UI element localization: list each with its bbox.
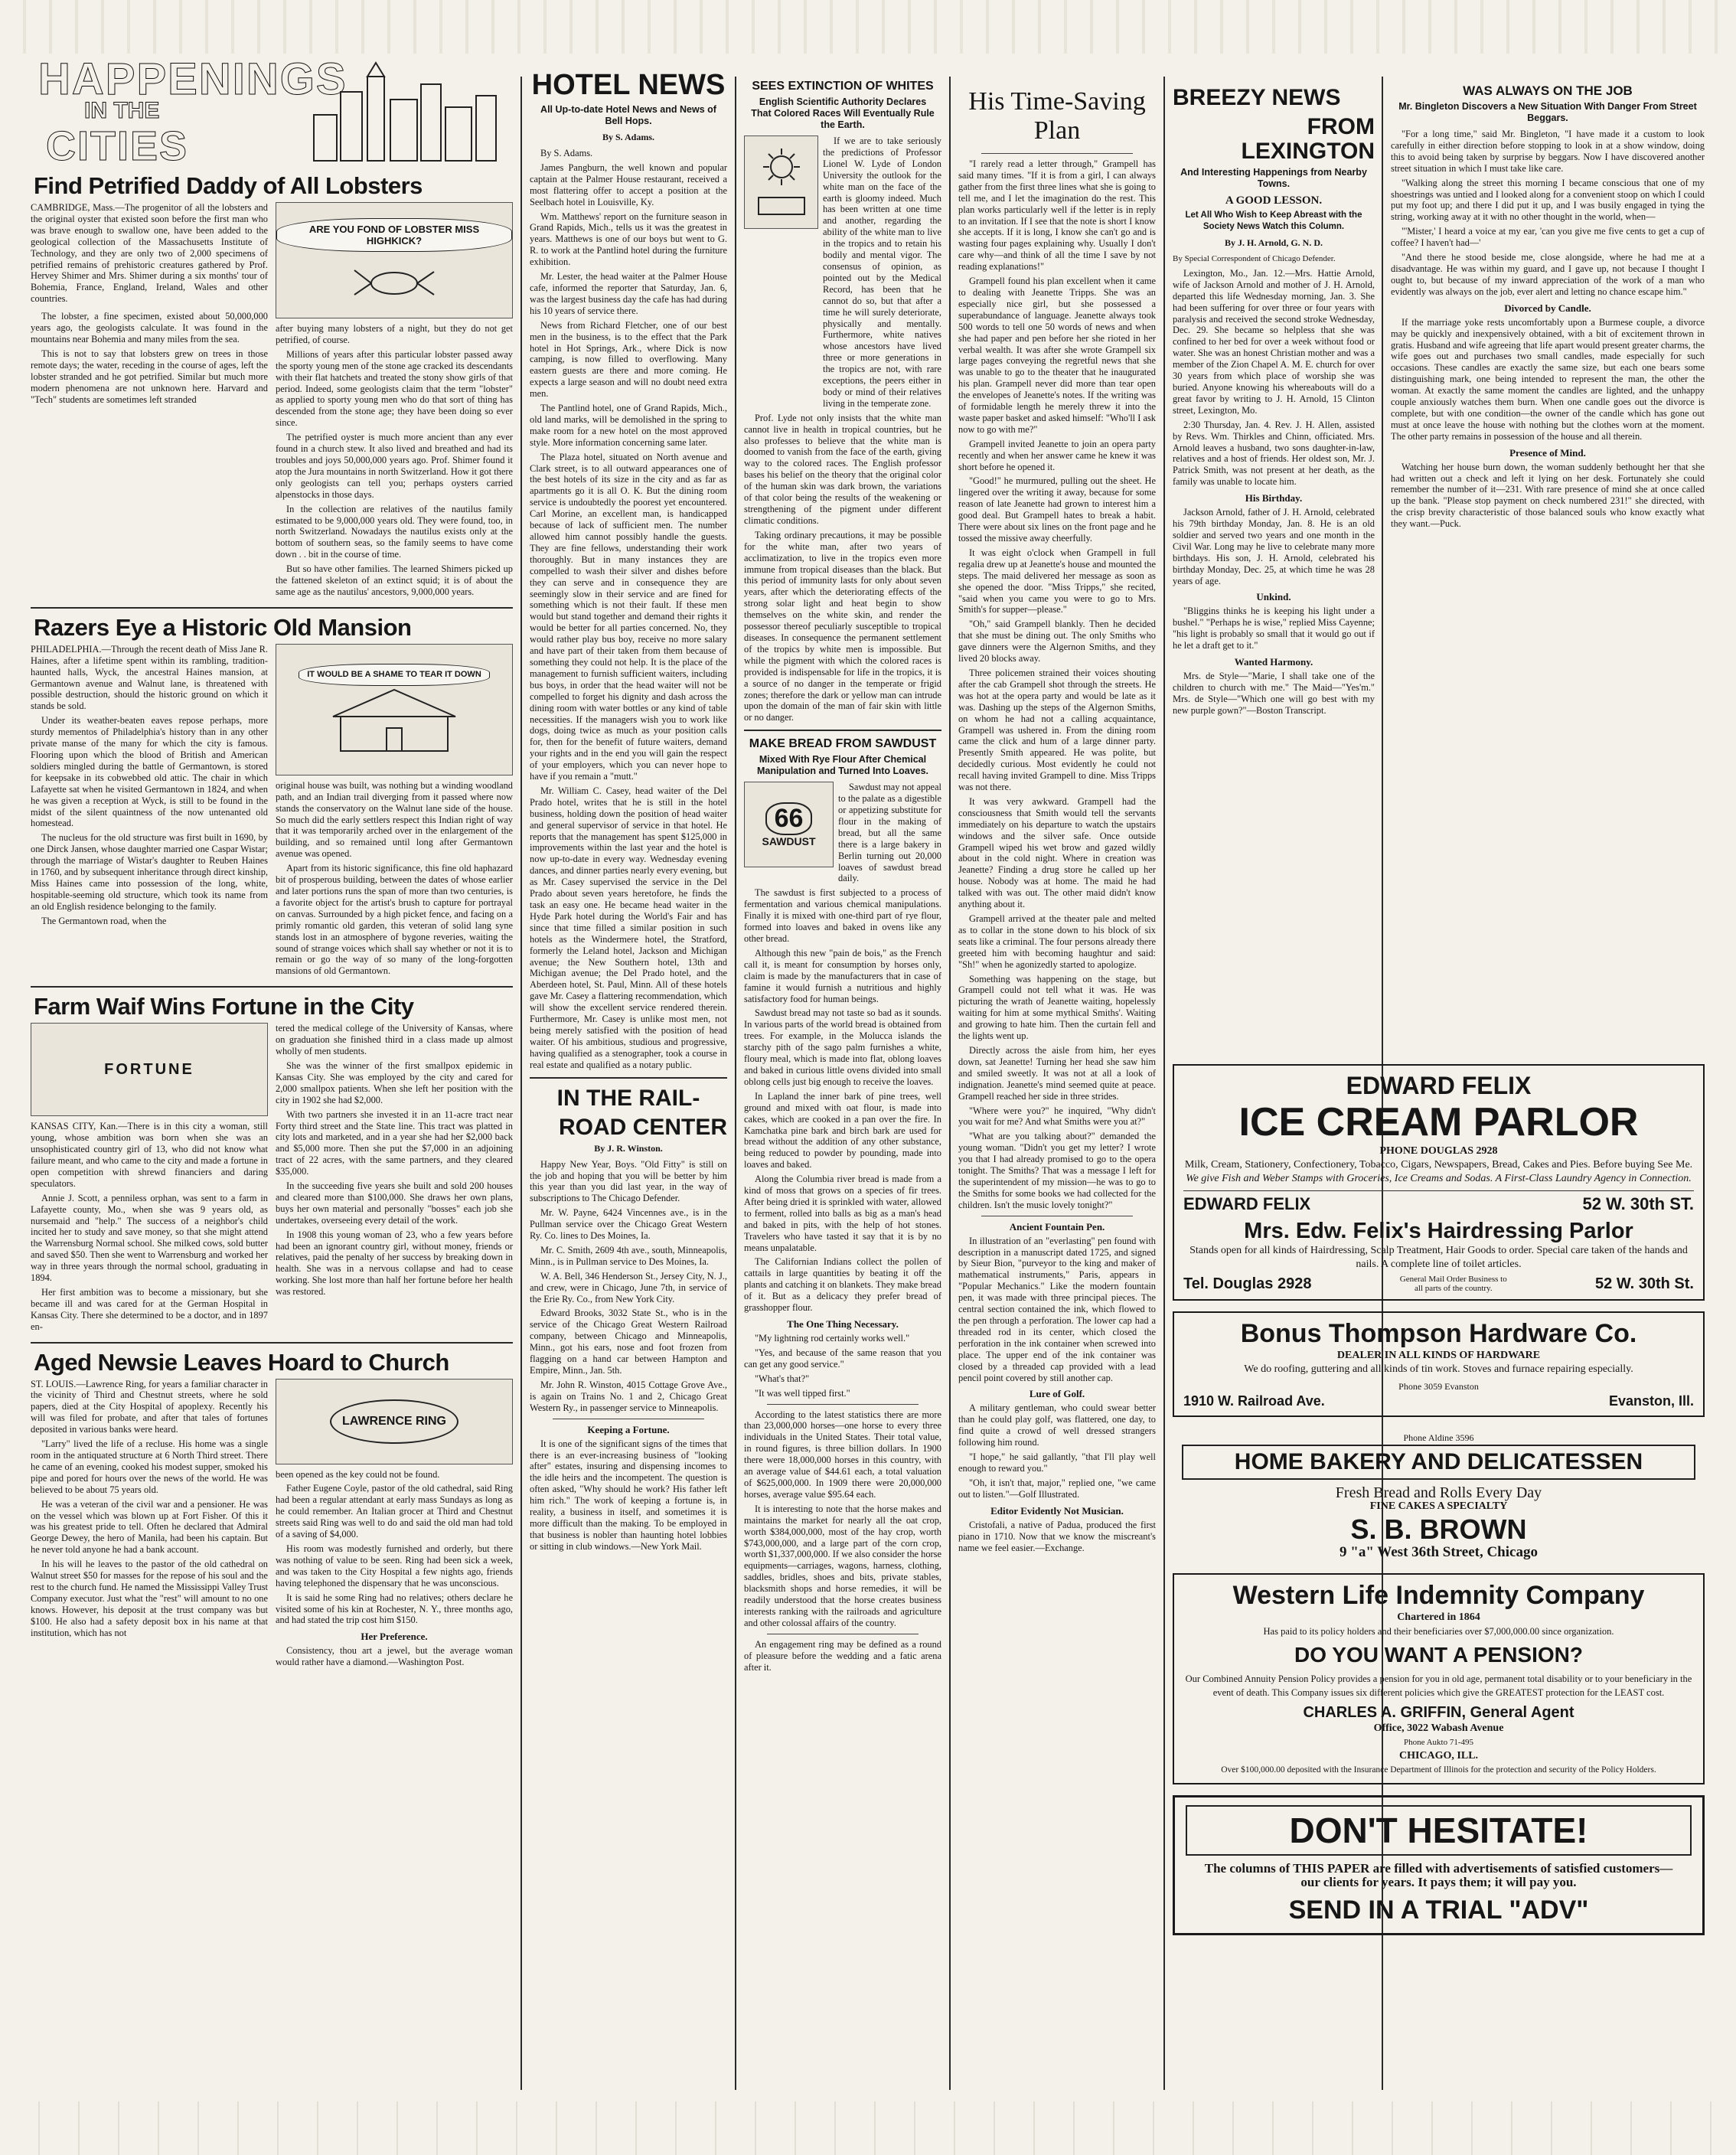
lobsters-p8: But so have other families. The learned Shimers picked up the fattened skeleton of an extinct squid; it is of about the same age as the nautilus' ancestors, 9,000,000 years. <box>276 563 513 597</box>
mansion-p4: The Germantown road, when the <box>41 915 167 926</box>
waif-p1: KANSAS CITY, Kan.—There is in this city a woman, still young, whose ambition was born when she was an unsophisticated country girl of 13, who did not know what failure meant, and who came to the city and made a fortune in open competition with shrewd financiers and daring speculators. <box>31 1121 268 1189</box>
article-newsie <box>31 1379 513 1672</box>
headline-mansion: Razers Eye a Historic Old Mansion <box>34 613 412 641</box>
waif-p2: Annie J. Scott, a penniless orphan, was sent to a farm in Lafayette county, Mo., when she was 9 years old, as nursemaid and "help." The success of a neighbor's child incited her to study and save money, so that she might attend the Warrensburg Normal school. She milked cows, sold butter and saved $50. Then she went to Warrensburg and worked her way in three years through the normal school, graduating in 1894. <box>31 1192 268 1284</box>
western-city: CHICAGO, ILL. <box>1398 1750 1479 1762</box>
mansion-p6: Apart from its historic significance, this fine old haphazard bit of prosperous building, between the dates of whose earlier and later portions runs the span of more than two centuries, is a favorite object for the artist's brush to capture for portrayal on canvas. Surrounded by a high picket fence, and facing on a primly romantic old garden, this veteran of solid lang syne stands lost in an atmosphere of bygone reveries, waiting the sound of strange voices which shall say whether or not it is to remain or go the way of so many of the long-forgotten mansions of old Germantown. <box>276 863 513 977</box>
column-science <box>744 54 941 2098</box>
bakery-name: S. B. BROWN <box>1350 1513 1527 1545</box>
house-icon <box>318 686 471 755</box>
sawdust-paras <box>744 887 941 1314</box>
hesitate-cta: SEND IN A TRIAL "ADV" <box>1288 1895 1589 1925</box>
mansion-speech-bubble: IT WOULD BE A SHAME TO TEAR IT DOWN <box>299 664 490 686</box>
headline-railroad-1: IN THE RAIL- <box>556 1085 700 1111</box>
felix-name-2: EDWARD FELIX <box>1183 1194 1311 1213</box>
breezy-subhead: And Interesting Happenings from Nearby Towns. <box>1180 167 1367 189</box>
hesitate-line: The columns of THIS PAPER are filled with advertisements of satisfied customers—our clients for years. It pays them; it will pay you. <box>1204 1861 1673 1889</box>
felix-line-3: Stands open for all kinds of Hairdressing, Scalp Treatment, Hair Goods to order. Special care taken of the hands and nails. A complete line of toilet articles. <box>1189 1245 1688 1270</box>
subhead-one-thing: The One Thing Necessary. <box>787 1318 899 1330</box>
hotel-para-6: The Pantlind hotel, one of Grand Rapids, Mich., old land marks, will be demolished in the spring to make room for a new hotel on the most approved style. More information concerning same later. <box>530 403 727 448</box>
hotel-para-2: James Pangburn, the well known and popular captain at the Palmer House restaurant, received a most flattering offer to accept a position at the Seelbach hotel in Louisville, Ky. <box>530 162 727 207</box>
hesitate-title: DON'T HESITATE! <box>1186 1805 1692 1856</box>
masthead-line3: CITIES <box>46 123 189 169</box>
lobsters-p6: The petrified oyster is much more ancient than any ever found in a church stew. It also lived and breathed and had its troubles and joys 50,000,000 years ago. Prof. Shimer found it atop the Jura mountains in north Switzerland. How it got there only geologists can tell you; perhaps oysters carried alpenstocks in those days. <box>276 432 513 500</box>
job-para-4: "And there he stood beside me, close alongside, where he had me at a disadvantage. He was within my guard, and I gave up, not because I thought I ought to, but because of my inward appreciation of the work of a man who evidently was always on the job, ever alert and letting no chance escape him." <box>1391 252 1705 297</box>
masthead-line2: IN THE <box>84 98 160 123</box>
divider <box>530 1077 727 1079</box>
newsie-p9: Consistency, thou art a jewel, but the average woman would rather have a diamond.—Washington Post. <box>276 1645 513 1668</box>
newsie-p6: Father Eugene Coyle, pastor of the old cathedral, said Ring had been a regular attendant at early mass Sundays as long as he could remember. An Italian grocer at Third and Chestnut streets said Ring was well to do and said the old man had told of a saving of $4,000. <box>276 1483 513 1540</box>
job-para-3: "'Mister,' I heard a voice at my ear, 'can you give me five cents to get a cup of coffee? I haven't had—' <box>1391 226 1705 249</box>
sack-number: 66 <box>765 802 813 835</box>
ad-bakery <box>1173 1428 1705 1562</box>
divider <box>981 153 1133 154</box>
horse-stats-2: It is interesting to note that the horse makes and maintains the market for nearly all the oat crop, worth $384,000,000, most of the hay crop, worth $743,000,000, and a large part of the corn crop, worth $1,337,000,000. If we also consider the horse equipments—carriages, wagons, harness, clothing, saddles, bridles, shoes and bits, private stables, blacksmith shops and horse remedies, it will be readily understood that the horse creates business interests ranking with the railroads and agriculture and other colossal affairs of the country. <box>744 1503 941 1628</box>
job-para-2: "Walking along the street this morning I became conscious that one of my shoestrings was untied and I looked along for a convenient stoop on which I could put my foot up; and there I did put it up, and I was busily engaged in tying the string, working away at it with no other thought in the world, when— <box>1391 177 1705 223</box>
sun-icon <box>751 144 812 220</box>
masthead-happenings <box>31 54 513 168</box>
column-rule <box>520 77 522 2090</box>
subhead-golf: Lure of Golf. <box>1029 1388 1085 1400</box>
column-rule <box>1163 77 1165 2090</box>
always-paras <box>1391 129 1705 298</box>
bakery-title: HOME BAKERY AND DELICATESSEN <box>1182 1445 1695 1480</box>
extinction-subhead: English Scientific Authority Declares That Colored Races Will Eventually Rule the Earth. <box>751 96 935 130</box>
torn-top-edge <box>0 0 1736 54</box>
fortune-cartoon <box>31 1023 268 1116</box>
always-subhead: Mr. Bingleton Discovers a New Situation With Danger From Street Beggars. <box>1398 101 1697 123</box>
sack-label: SAWDUST <box>762 834 816 847</box>
waif-p7: In the succeeding five years she built and sold 200 houses and cleared more than $100,000. She draws her own plans, buys her own material and personally "bosses" each job she undertakes, overseeing every detail of the work. <box>276 1180 513 1226</box>
mansion-p5: original house was built, was nothing but a winding woodland path, and an Indian trail diverging from it passed where now stands the conservatory on the Walnut lane side of the house. So much did the early settlers respect this Indian right of way that it was temporarily arched over in the enlargement of the building, and so remained until long after Germantown avenue was opened. <box>276 779 513 860</box>
newsie-p7: His room was modestly furnished and orderly, but there was nothing of value to be seen. Ring had been sick a week, and was taken to the City Hospital a few nights ago, friends having telephoned the dispensary that he was unconscious. <box>276 1543 513 1588</box>
bakery-address: 9 "a" West 36th Street, Chicago <box>1340 1544 1538 1560</box>
harmony-para: Mrs. de Style—"Marie, I shall take one of the children to church with me." The Maid—"Yes'm." Mrs. de Style—"Which one will go best with my new purple gown?"—Boston Transcript. <box>1173 671 1375 716</box>
rail-para-1: Happy New Year, Boys. "Old Fitty" is still on the job and hoping that you will be better by him this year than you did last year, in the way of subscriptions to The Chicago Defender. <box>530 1158 727 1204</box>
western-title: Western Life Indemnity Company <box>1232 1581 1645 1610</box>
rail-byline: By J. R. Winston. <box>594 1142 663 1154</box>
headline-lobsters: Find Petrified Daddy of All Lobsters <box>34 172 423 199</box>
bakery-phone: Phone Aldine 3596 <box>1403 1432 1474 1443</box>
hotel-byline: By S. Adams. <box>602 132 655 142</box>
sawdust-subhead: Mixed With Rye Flour After Chemical Manipulation and Turned Into Loaves. <box>756 754 929 777</box>
dialog-3: "What's that?" <box>755 1373 810 1384</box>
headline-breezy-2: FROM LEXINGTON <box>1241 114 1375 164</box>
sawdust-p1: Sawdust may not appeal to the palate as a digestible or appetizing substitute for flour in the making of bread, but all the same there is a large bakery in Berlin turning out 20,000 loaves of sawdust bread daily. <box>838 782 941 884</box>
felix-phone: PHONE DOUGLAS 2928 <box>1379 1145 1498 1157</box>
ad-bonus-thompson <box>1173 1311 1705 1417</box>
felix-address: 52 W. 30th ST. <box>1582 1194 1694 1213</box>
golf-para-2: "I hope," he said gallantly, "that I'll play well enough to reward you." <box>958 1451 1156 1474</box>
sawdust-para-6: Along the Columbia river bread is made from a kind of moss that grows on a species of fir trees. After being dried it is sprinkled with water, allowed to ferment, rolled into balls as big as a man's head and baked in pits, with the help of hot stones. Travelers who have tasted it say that it is by no means unpalatable. <box>744 1174 941 1253</box>
time-para-9: Grampell arrived at the theater pale and melted as to collar in the stone down to his block of six seats like a criminal. The four persons already there greeted him with becoming haughtur and said: "Sh!" when he agonizedly started to apologize. <box>958 913 1156 970</box>
felix-title: ICE CREAM PARLOR <box>1238 1100 1639 1144</box>
subhead-birthday: His Birthday. <box>1245 492 1303 504</box>
time-para-1: "I rarely read a letter through," Grampell has said many times. "If it is from a girl, I can always gather from the first three lines what she is going to tell me, and I let the imagination do the rest. This plan works particularly well if the letter is in reply to an invitation. If I see that the note is short I know she accepts. If it is long, I know she can't go and is wasting four pages explaining why. Usually I don't care why—and think of all the time I save by not reading explanations!" <box>958 158 1156 273</box>
rail-para-6: Mr. John R. Winston, 4015 Cottage Grove Ave., is again on Trains No. 1 and 2, Chicago Great Western Ry., in passenger service to Minneapolis. <box>530 1379 727 1413</box>
time-para-2: Grampell found his plan excellent when it came to dealing with Jeanette Tripps. She was an especially nice girl, but she possessed a superabundance of language. Jeanette always took 500 words to tell one 50 words of news and when she had paper and pen before her she rioted in her verbal wealth. It was after she wrote Grampell six large pages conveying the regretful news that she was unable to go to the theater that he inaugurated his plan. Grampell never did more than tear open the envelopes of Jeanette's notes. If the writing was of formidable length he merely threw it into the waste paper basket and asked himself: "Who'll I ask now to go with me?" <box>958 276 1156 435</box>
rail-para-4: W. A. Bell, 346 Henderson St., Jersey City, N. J., and crew, were in Chicago, June 7th, in service of the Erie Ry. Co., from New York City. <box>530 1270 727 1304</box>
column-time-saving <box>958 54 1156 2098</box>
extinction-p3: Taking ordinary precautions, it may be possible for the white man, after two years of acclimatization, to live in the tropics even more immune from tropical diseases than the black. But this period of immunity lasts for only about seven years, after which the deteriorating effects of the strong solar light and heat begin to show themselves on the white skin, and render the possessor thereof peculiarly susceptible to tropical diseases. In consequence the permanent settlement of the tropics by white men is impossible. But while the pigment with which the colored races is provided is indispensable for life in the tropics, it is a source of no danger in the temperate or frigid zones; therefore the dark or yellow man can intrude upon the domain of the man of fair skin with little or no danger. <box>744 529 941 723</box>
felix-hair-title: Mrs. Edw. Felix's Hairdressing Parlor <box>1244 1219 1633 1243</box>
hotel-subhead: All Up-to-date Hotel News and News of Bell Hops. <box>540 104 716 126</box>
extinction-p2: Prof. Lyde not only insists that the white man cannot live in health in tropical countries, but he also professes to believe that the white man is doomed to vanish from the face of the earth, giving way to the colored races. The English professor bases his belief on the theory that the original color of the human skin was dark brown, the variations of that color being the results of the weakening or strengthening of the pigment under different climatic conditions. <box>744 412 941 526</box>
torn-bottom-edge <box>0 2101 1736 2155</box>
sawdust-para-7: The Californian Indians collect the pollen of cattails in large quantities by beating it off the plants and catching it on blankets. They make bread of it. But as a delicacy they prefer bread of grasshopper flour. <box>744 1256 941 1314</box>
hotel-paras <box>530 148 727 1071</box>
lexington-byline: By J. H. Arnold, G. N. D. <box>1224 237 1323 248</box>
column-hotel-news <box>530 54 727 2098</box>
western-line-2: Our Combined Annuity Pension Policy provides a pension for you in old age, permanent total disability or to your beneficiary in the event of death. This Company issues six different policies which give the GREATEST protection for the LEAST cost. <box>1185 1673 1692 1698</box>
hotel-para-5: News from Richard Fletcher, one of our best men in the business, is to the effect that the Park hotel in Hot Springs, Ark., where Dick is now camping, is now filled to overflowing. Many eastern guests are there and more coming. He expects a large season and will no doubt need extra men. <box>530 319 727 400</box>
mansion-p1: PHILADELPHIA.—Through the recent death of Miss Jane R. Haines, after a lifetime spent within its rambling, tradition-haunted halls, Wyck, the ancestral Haines mansion, at Germantown avenue and Walnut lane, is threatened with possible destruction, should the historic ground on which it stands be sold. <box>31 643 268 712</box>
waif-p8: In 1908 this young woman of 23, who a few years before had been an ignorant country girl, without money, friends or relatives, paid the penalty of her success by breaking down in health. She was in a nervous collapse and had to cease working. She lost more than half her fortune before her health was restored. <box>276 1229 513 1298</box>
time-para-5: It was eight o'clock when Grampell in full regalia drew up at Jeanette's house and mounted the steps. The maid delivered her message as soon as she opened the door. "Miss Tripps," she recited, "said when you came you were to go to Mrs. Smith's for supper—please." <box>958 547 1156 615</box>
waif-p5: She was the winner of the first smallpox epidemic in Kansas City. She was employed by the city and cared for 2,000 smallpox patients. When she left her position with the city in 1902 she had $2,000. <box>276 1060 513 1105</box>
waif-p4: tered the medical college of the University of Kansas, where on graduation she finished third in a class made up almost wholly of men students. <box>276 1023 513 1057</box>
bonus-title: Bonus Thompson Hardware Co. <box>1240 1319 1637 1348</box>
subhead-harmony: Wanted Harmony. <box>1234 656 1313 668</box>
editor-para: Cristofali, a native of Padua, produced the first piano in 1710. Now that we know the miscreant's name we feel easier.—Exchange. <box>958 1519 1156 1553</box>
divider <box>31 607 513 609</box>
sawdust-para-3: Although this new "pain de bois," as the French call it, is meant for consumption by horses only, claim is made by the manufacturers that in case of famine it would furnish a nutritious and highly satisfactory food for human beings. <box>744 947 941 1004</box>
divider <box>744 730 941 731</box>
birthday-para: Jackson Arnold, father of J. H. Arnold, celebrated his 79th birthday Monday, Jan. 8. He is an old soldier and served two years and one month in the Civil War. Long may he live to celebrate many more birthdays. His son, J. H. Arnold, celebrated his birthday Monday, Dec. 25, at which time he was 28 years of age. <box>1173 507 1375 586</box>
headline-extinction: SEES EXTINCTION OF WHITES <box>752 80 934 93</box>
newspaper-page <box>31 54 1707 2098</box>
ring-cartoon <box>276 1379 513 1464</box>
fortune-label: FORTUNE <box>104 1060 194 1078</box>
mind-para: Watching her house burn down, the woman suddenly bethought her that she had written out a check and left it lying on her desk. Fortunately she could remember the number of it—231. With rare presence of mind she at once called up the bank. "Please stop payment on check numbered 231!" she directed, with the crisp brevity characteristic of those balanced souls who know exactly what they want.—Puck. <box>1391 461 1705 530</box>
bonus-line: We do roofing, guttering and all kinds of tin work. Stoves and furnace repairing especially. <box>1244 1363 1633 1375</box>
divider <box>31 1342 513 1344</box>
felix-name: EDWARD FELIX <box>1346 1072 1532 1099</box>
ads-area <box>1173 1064 1705 1935</box>
lexington-p1: Lexington, Mo., Jan. 12.—Mrs. Hattie Arnold, wife of Jackson Arnold and mother of J. H. Arnold, departed this life Wednesday morning, Jan. 3. She had been suffering for over three or four years with paralysis and received the second stroke Wednesday, Dec. 29. She became so helpless that she was confined to her bed for over a week without food or water. She was an honest Christian mother and was a member of the Zion Chapel A. M. E. church for over 30 years from which place of worship she was buried. Anyone knowing his whereabouts will do a great favor by writing to J. H. Arnold, 15 Clinton street, Lexington, Mo. <box>1173 267 1375 416</box>
rail-para-2: Mr. W. Payne, 6424 Vincennes ave., is in the Pullman service over the Chicago Great Western Ry. Co. lines to Des Moines, Ia. <box>530 1207 727 1242</box>
ad-western-life <box>1173 1573 1705 1784</box>
western-agent: CHARLES A. GRIFFIN, General Agent <box>1303 1704 1574 1721</box>
felix-small: General Mail Order Business to all parts of the country. <box>1399 1275 1507 1293</box>
time-para-11: Directly across the aisle from him, her eyes down, sat Jeanette! Turning her head she saw him and smiled sweetly. It was not at all a look of indignation. Jeanette's mind seemed quite at peace. Grampell reached her side in three strides. <box>958 1044 1156 1102</box>
time-para-7: Three policemen strained their voices shouting after the cab Grampell shot through the streets. He was hot at the opera party and would be late as it was. Dashing up the steps of the Algernon Smiths, on whom he had not a calling acquaintance, Grampell was ushered in. From the dining room came the click and hum of a large dinner party. Presently Smith appeared. He was polite, but decidedly curious. Most evidently he could not recall having invited Grampell to dine. Miss Tripps was not there. <box>958 667 1156 793</box>
lobsters-p5: Millions of years after this particular lobster passed away the sporty young men of the stone age cracked its descendants with their flat hatchets and treated the stony show girls of that period. Indeed, some geologists claim that the term "lobster" as applied to sporty young men who do that sort of thing has descended from the stone age; they have been doing so ever since. <box>276 348 513 429</box>
dialog-1: "My lightning rod certainly works well." <box>755 1333 910 1344</box>
column-rule <box>735 77 736 2090</box>
lobsters-p1: CAMBRIDGE, Mass.—The progenitor of all the lobsters and the original oyster that existed soon before the first man who was brave enough to swallow one, have been added to the geological collection of the Massachusetts Institute of Technology, and they are only two of 2,000 specimens of petrified remains of prehistoric creatures gathered by Prof. Hervey Shimer and Mrs. Shimer during a six months' tour of Bohemia, France, England, Ireland, Wales and other countries. <box>31 202 268 305</box>
headline-hotel-news: HOTEL NEWS <box>531 69 726 101</box>
golf-para-3: "Oh, it isn't that, major," replied one, "we came out to listen."—Golf Illustrated. <box>958 1477 1156 1500</box>
western-line-1: Has paid to its policy holders and their beneficiaries over $7,000,000.00 since organization. <box>1263 1626 1614 1637</box>
headline-farm-waif: Farm Waif Wins Fortune in the City <box>34 993 414 1020</box>
subhead-unkind: Unkind. <box>1256 591 1291 603</box>
time-para-4: "Good!" he murmured, pulling out the sheet. He lingered over the writing it away, because for some reason of late Jeanette had grown to interest him a good deal. But Grampell hates to break a habit. There were about six lines on the front page and he tossed the missive away cheerfully. <box>958 475 1156 544</box>
headline-time-saving-2: Plan <box>1033 116 1081 145</box>
waif-p3: Her first ambition was to become a missionary, but she became ill and was cared for at the German Hospital in Kansas City. There she determined to be a doctor, and in 1897 en- <box>31 1286 268 1332</box>
ring-label: LAWRENCE RING <box>330 1399 458 1444</box>
divider <box>31 986 513 988</box>
hotel-para-1: By S. Adams. <box>540 148 593 158</box>
sawdust-para-5: In Lapland the inner bark of pine trees, well ground and mixed with oat flour, is made into cakes, which are cooked in a pan over the fire. In Kamchatka pine bark and birch bark are used for bread without the addition of any other substance, being reduced to powder by pounding, made into loaves and baked. <box>744 1090 941 1171</box>
sawdust-para-2: The sawdust is first subjected to a process of fermentation and various chemical manipulations. Finally it is mixed with one-third part of rye flour, formed into loaves and baked in ovens like any other bread. <box>744 887 941 944</box>
extinction-p1: If we are to take seriously the predictions of Professor Lionel W. Lyde of London University the outlook for the white man on the face of the earth is gloomy indeed. Much has been written at one time and another, regarding the ability of the white man to live in the tropics and to retain his bodily and mental vigor. The consensus of opinion, as pointed out by the Medical Record, has been that he cannot do so, but that after a time he will surely deteriorate, physically and mentally. Furthermore, white natives whose ancestors have lived three or more generations in the tropics are not, with rare exceptions, the peers either in body or mind of their relatives living in the temperate zone. <box>823 136 941 409</box>
bonus-phone: Phone 3059 Evanston <box>1398 1381 1479 1392</box>
felix-address-2: 52 W. 30th St. <box>1595 1275 1694 1292</box>
headline-newsie: Aged Newsie Leaves Hoard to Church <box>34 1348 449 1376</box>
article-mansion <box>31 644 513 980</box>
subhead-fortune: Keeping a Fortune. <box>587 1423 670 1435</box>
job-para-1: "For a long time," said Mr. Bingleton, "I have made it a custom to look carefully in either direction before stopping to look in at a show window, doing this to avoid being taken by surprise by beggars. Now I have discovered another street situation in which I must take like care. <box>1391 129 1705 174</box>
time-saving-paras <box>958 158 1156 1211</box>
rail-paras <box>530 1159 727 1414</box>
column-lexington <box>1173 54 1375 1056</box>
subhead-preference: Her Preference. <box>361 1631 428 1643</box>
hotel-para-8: Mr. William C. Casey, head waiter of the Del Prado hotel, writes that he is still in the hotel business, holding down the position of head waiter and general supervisor of service in that hotel. He reports that the management has spent $125,000 in improvements within the last year and the hotel is now up-to-date in every way. Wednesday evening dances, and dinner parties nearly every evening, but as Mr. Casey supervised the service in the Del Prado about seven years heretofore, he finds the task an easy one. He became head waiter in the Hyde Park hotel during the World's Fair and has since that time filled a similar position in such hotels as the Windermere hotel, the Stratford, formerly the Leland hotel, Jackson and Michigan avenue; the New Southern hotel, 13th and Michigan avenue; the Del Prado hotel, and the Aberdeen hotel, St. Paul, Minn. All of these hotels gave Mr. Casey a flattering recommendation, which will show the excellent service rendered therein. Furthermore, Mr. Casey is unlike most men, not being merely satisfied with the position of head waiter. Of his ambitious, studious and progressive, having qualified as a stenographer, took a course in real estate and qualified as a notary public. <box>530 785 727 1070</box>
time-para-13: "What are you talking about?" demanded the young woman. "Didn't you get my letter? I wrote you that I had already promised to go to the opera tonight. The Smiths? That was a message I left for the superintendent of my mission—he was to go to the Smiths for some books we had collected for the children. Isn't the music lovely tonight?" <box>958 1131 1156 1210</box>
lexington-byline-2: By Special Correspondent of Chicago Defender. <box>1173 254 1336 263</box>
column-always-on-job <box>1391 54 1705 1056</box>
felix-line-1: Milk, Cream, Stationery, Confectionery, Tobacco, Cigars, Newspapers, Bread, Cakes and Pies. Before buying See Me. <box>1184 1159 1693 1171</box>
hotel-para-3: Wm. Matthews' report on the furniture season in Grand Rapids, Mich., tells us it was the greatest in years. Matthews is one of our boys but went to G. R. to work at the Pantlind hotel during the furniture exhibition. <box>530 211 727 268</box>
city-skyline-illustration <box>306 61 505 165</box>
western-line-3: Over $100,000.00 deposited with the Insurance Department of Illinois for the protection and security of the Policy Holders. <box>1221 1765 1656 1775</box>
lobsters-p2: The lobster, a fine specimen, existed about 50,000,000 years ago, the geologists calculate. It was found in the mountains near Bohemia and many miles from the sea. <box>31 311 268 344</box>
candle-para: If the marriage yoke rests uncomfortably upon a Burmese couple, a divorce may be quickly and inexpensively obtained, with a bit of excitement thrown in gratis. Husband and wife agreeing that life apart would present greater charms, the wife goes out and purchases two small candles, made especially for such occasions. These candles are exactly the same size, but each one bears some distinguishing mark, one being intended to represent the man, the other the woman. At exactly the same moment the candles are lighted, and the unhappy couple anxiously watches them burn. When one candle goes out the divorce is complete, but with one condition—the owner of the candle which has gone out must at once leave the house with nothing but the clothes worn at the moment. The other party remains in possession of the house and all therein. <box>1391 316 1705 442</box>
dialog-2: "Yes, and because of the same reason that you can get any good service." <box>744 1347 941 1370</box>
lobsters-p3: This is not to say that lobsters grew on trees in those remote days; the water, receding in the course of ages, left the lobster stranded and he got petrified. Similar but much more modern phenomena are not unknown here. Harvard and "Tech" students are sometimes left stranded <box>31 348 268 405</box>
time-para-6: "Oh," said Grampell blankly. Then he decided that she must be dining out. The only Smiths who gave dinners were the Algernon Smiths, and they lived 20 blocks away. <box>958 619 1156 664</box>
subhead-mind: Presence of Mind. <box>1509 446 1586 459</box>
sawdust-sack-illustration <box>744 782 834 867</box>
subhead-editor: Editor Evidently Not Musician. <box>990 1504 1124 1517</box>
mansion-p3: The nucleus for the old structure was first built in 1690, by one Dirck Jansen, whose daughter married one Caspar Wistar; through the marriage of Wistar's daughter to Reuben Haines in 1760, and by subsequent inheritance through direct kinship, Miss Haines came into possession of the long, white, hospitable-seeming old structure, which took its name from an old English residence belonging to the family. <box>31 832 268 912</box>
felix-line-2: We give Fish and Weber Stamps with Groceries, Ice Creams and Sodas. A First-Class Laundry Agency in Connection. <box>1186 1173 1692 1184</box>
column-happenings <box>31 54 513 2098</box>
headline-railroad-2: ROAD CENTER <box>558 1114 727 1140</box>
time-para-3: Grampell invited Jeanette to join an opera party recently and when her answer came he knew it was short before he opened it. <box>958 438 1156 472</box>
waif-p6: With two partners she invested it in an 11-acre tract near Forty third street and the State line. This tract was platted in city lots and marketed, and in a year she had her $2,000 back and $5,000 more. Then she put the $7,000 in an adjoining tract of 22 acres, with the same partners, and they cleared $35,000. <box>276 1109 513 1177</box>
ad-dont-hesitate <box>1173 1795 1705 1935</box>
bonus-city: Evanston, Ill. <box>1608 1393 1694 1409</box>
sun-globe-illustration <box>744 136 818 229</box>
hotel-para-7: The Plaza hotel, situated on North avenue and Clark street, is to all outward appearances one of the best hotels of its size in the city and as far as apartments go it is all O. K. But the dining room service is undoubtedly the poorest yet encountered. Carl Morine, an excellent man, is handicapped because of lack of sufficient men. The number allowed him cannot possibly handle the guests. They are fine fellows, understanding their work thoroughly. But in many instances they are compelled to wash their silver and dishes before they can serve and in consequence they are seemingly slow in their service and are fined for something which is not their fault. If these men would but stand together and demand their rights it would be better for all parties concerned. No, they would rather play bus boy, receive no more salary and have part of their taken from them because of something they could not help. It is the place of the management to furnish sufficient waiters, including bus boys, in order that the head waiter will not be compelled to forget his dignity and dash across the dining room with water bottles or any kind of table necessities. If the managers wish you to work like dogs, doing twice as much as your position calls for, then for the benefit of future waiters, demand your rights and in the end you will gain the respect of your employers, which you can never hope to have if you remain a "mutt." <box>530 451 727 782</box>
felix-tel: Tel. Douglas 2928 <box>1183 1275 1312 1292</box>
rail-para-5: Edward Brooks, 3032 State St., who is in the service of the Chicago Great Western Railroad company, between Chicago and Minneapolis, Minn., got his ears, nose and foot frozen from flagging on a hand car between Hampton and Empire, Minn., Jan. 5th. <box>530 1308 727 1376</box>
unkind-para: "Bliggins thinks he is keeping his light under a bushel." "Perhaps he is wise," replied Miss Cayenne; "his light is probably so small that it would go out if he let a draft get to it." <box>1173 606 1375 651</box>
hotel-para-4: Mr. Lester, the head waiter at the Palmer House cafe, informed the reporter that Saturday, Jan. 6, was the largest business day the cafe has had during his 10 years of service there. <box>530 271 727 316</box>
golf-para-1: A military gentleman, who could swear better than he could play golf, was flattered, one day, to find quite a crowd of well dressed strangers following him round. <box>958 1402 1156 1448</box>
engagement-ring: An engagement ring may be defined as a round of pleasure before the wedding and a fatic arena after it. <box>744 1638 941 1673</box>
newsie-p2: "Larry" lived the life of a recluse. His home was a single room in the antiquated structure at 6 North Third street. There he came of an evening, cooked his modest supper, smoked his pipe and pored for hours over the news of the world. He was believed to be about 75 years old. <box>31 1438 268 1495</box>
newsie-p3: He was a veteran of the civil war and a pensioner. He was on the vessel which was blown up at Fort Fisher. Of this it was his greatest pride to tell. Often he declared that Admiral George Dewey, the hero of Manila, had been his captain. But he never told anyone he had a bank account. <box>31 1498 268 1556</box>
newsie-p5: been opened as the key could not be found. <box>276 1468 440 1480</box>
ad-felix <box>1173 1064 1705 1301</box>
column-rule <box>949 77 951 2090</box>
headline-always-on-job: WAS ALWAYS ON THE JOB <box>1463 83 1633 98</box>
dialog-4: "It was well tipped first." <box>755 1387 850 1399</box>
lobster-cartoon <box>276 202 513 318</box>
time-para-10: Something was happening on the stage, but Grampell could not tell what it was. He was picturing the wrath of Jeanette waiting, hopelessly waiting for him at some mythical Smiths'. Waiting and growing to hate him. Then the curtain fell and the lights went up. <box>958 973 1156 1042</box>
mansion-p2: Under its weather-beaten eaves repose perhaps, more sturdy mementos of Philadelphia's history than in any other private manse of the many for which the city is famous. Flooring upon which the blood of British and American soldiers mingled during the battle of Germantown, is stored for keepsake in its cobwebbed old attic. The chair in which Lafayette sat when he visited Germantown in 1824, and when he was given a reception at Wyck, is still to be found in the midst of the silent quaintness of the now untenanted old homestead. <box>31 715 268 829</box>
masthead-line1: HAPPENINGS <box>38 54 348 104</box>
newsie-p8: It is said he some Ring had no relatives; others declare he visited some of his kin at Rochester, N. Y., three months ago, and had stated the trip cost him $150. <box>276 1592 513 1626</box>
bonus-address: 1910 W. Railroad Ave. <box>1183 1393 1325 1409</box>
lobsters-p4: after buying many lobsters of a night, but they do not get petrified, of course. <box>276 323 513 345</box>
newsie-p4: In his will he leaves to the pastor of the old cathedral on Walnut street $50 for masses for the repose of his soul and the rest to the church fund. He named the Mississippi Valley Trust Company executor. Just what the "rest" will amount to no one knows. However, his deposit at the trust company was but $100. He also had a safety deposit box in his name at that institution, which has not <box>31 1559 268 1638</box>
headline-time-saving-1: His Time-Saving <box>968 87 1146 116</box>
lexington-p2: 2:30 Thursday, Jan. 4. Rev. J. H. Allen, assisted by Revs. Wm. Thirkles and Chinn, officiated. Mrs. Arnold leaves a husband, two sons daughter-in-law, relatives and a host of friends. Her oldest son, Mr. J. Patrick Smith, was not present at her death, as the family was unable to locate him. <box>1173 419 1375 488</box>
western-question: DO YOU WANT A PENSION? <box>1294 1643 1583 1667</box>
bonus-sub: DEALER IN ALL KINDS OF HARDWARE <box>1336 1350 1541 1361</box>
headline-good-lesson: A GOOD LESSON. <box>1225 194 1323 207</box>
rail-para-3: Mr. C. Smith, 2609 4th ave., south, Minneapolis, Minn., is in Pullman service to Des Moines, Ia. <box>530 1244 727 1267</box>
article-lobsters <box>31 202 513 601</box>
newsie-p1: ST. LOUIS.—Lawrence Ring, for years a familiar character in the vicinity of Third and Chestnut streets, where he sold papers, died at the City Hospital of apoplexy. Recently his will was filed for probate, and after that tales of fortunes deposited in various banks were heard. <box>31 1378 268 1435</box>
subhead-candle: Divorced by Candle. <box>1504 302 1591 314</box>
lesson-subhead: Let All Who Wish to Keep Abreast with the Society News Watch this Column. <box>1185 211 1362 231</box>
headline-breezy-1: BREEZY NEWS <box>1173 85 1341 110</box>
time-para-8: It was very awkward. Grampell had the consciousness that Smith would tell the servants immediately on his departure to watch the upstairs windows and the silver safe. Once outside Grampell wiped his wet brow and gazed wildly about in the cold night. Where in creation was Jeanette? Finding a drug store he called up her house. Nobody was at home. The maid he had talked with was out. The other maid didn't know anything about it. <box>958 795 1156 910</box>
mansion-cartoon <box>276 644 513 775</box>
western-sub: Chartered in 1864 <box>1397 1611 1480 1623</box>
headline-sawdust: MAKE BREAD FROM SAWDUST <box>749 737 937 751</box>
fountain-para: In illustration of an "everlasting" pen found with description in a manuscript dated 1725, and signed by Sieur Bion, "purveyor to the king and maker of mathematical instruments," Paris, appears in "Popular Mechanics." Like the modern fountain pen, it was made with three principal pieces. The central section contained the ink, which flowed to the pen through a perforation. The lower cap had a threaded rod in its center, which closed the perforation in the ink container when screwed into place. The upper end of the ink container was closed by a threaded cap provided with a lead pencil point covered by still another cap. <box>958 1235 1156 1383</box>
bakery-line-2: FINE CAKES A SPECIALTY <box>1369 1500 1508 1512</box>
western-phone: Phone Aukto 71-495 <box>1403 1738 1474 1747</box>
lobsters-p7: In the collection are relatives of the nautilus family estimated to be 9,000,000 years old. They were found, too, in north Switzerland. Nowadays the nautilus exists only at the bottom of southern seas, so the family seems to have come down . . bit in the course of time. <box>276 503 513 560</box>
fortune-para: It is one of the significant signs of the times that there is an ever-increasing business of "looking after" estates, insuring and dispensing incomes to the idle heirs and the incompetent. The question is often asked, "Why should he work? His father left him rich." The work of keeping a fortune is, in reality, a business in itself, and sometimes it is more difficult than the making. To be employed in that business is nobler than haunting hotel lobbies or sitting in club windows.—New York Mail. <box>530 1438 727 1552</box>
lobster-speech-bubble: ARE YOU FOND OF LOBSTER MISS HIGHKICK? <box>276 218 512 252</box>
lobster-icon <box>348 256 440 302</box>
western-office: Office, 3022 Wabash Avenue <box>1373 1722 1504 1734</box>
sawdust-para-4: Sawdust bread may not taste so bad as it sounds. In various parts of the world bread is obtained from trees. For example, in the Molucca islands the starchy pith of the sago palm furnishes a white, floury meal, which is made into flat, oblong loaves and baked in curious little ovens divided into small oblong cells just big enough to receive the loaves. <box>744 1007 941 1087</box>
horse-stats-1: According to the latest statistics there are more than 23,000,000 horses—one horse to every three individuals in the United States. Their total value, in round figures, is three billion dollars. In 1900 there were 18,000,000 horses in this country, with an average value of $44.61 each, a total valuation of $625,000,000. In 1909 there were 20,000,000 horses, average value $95.64 each. <box>744 1409 941 1500</box>
time-para-12: "Where were you?" he inquired, "Why didn't you wait for me? And what Smiths were you at?" <box>958 1105 1156 1128</box>
subhead-fountain: Ancient Fountain Pen. <box>1009 1220 1105 1233</box>
article-farm-waif <box>31 1023 513 1335</box>
divider <box>767 1404 919 1405</box>
bakery-line-1: Fresh Bread and Rolls Every Day <box>1335 1484 1542 1501</box>
